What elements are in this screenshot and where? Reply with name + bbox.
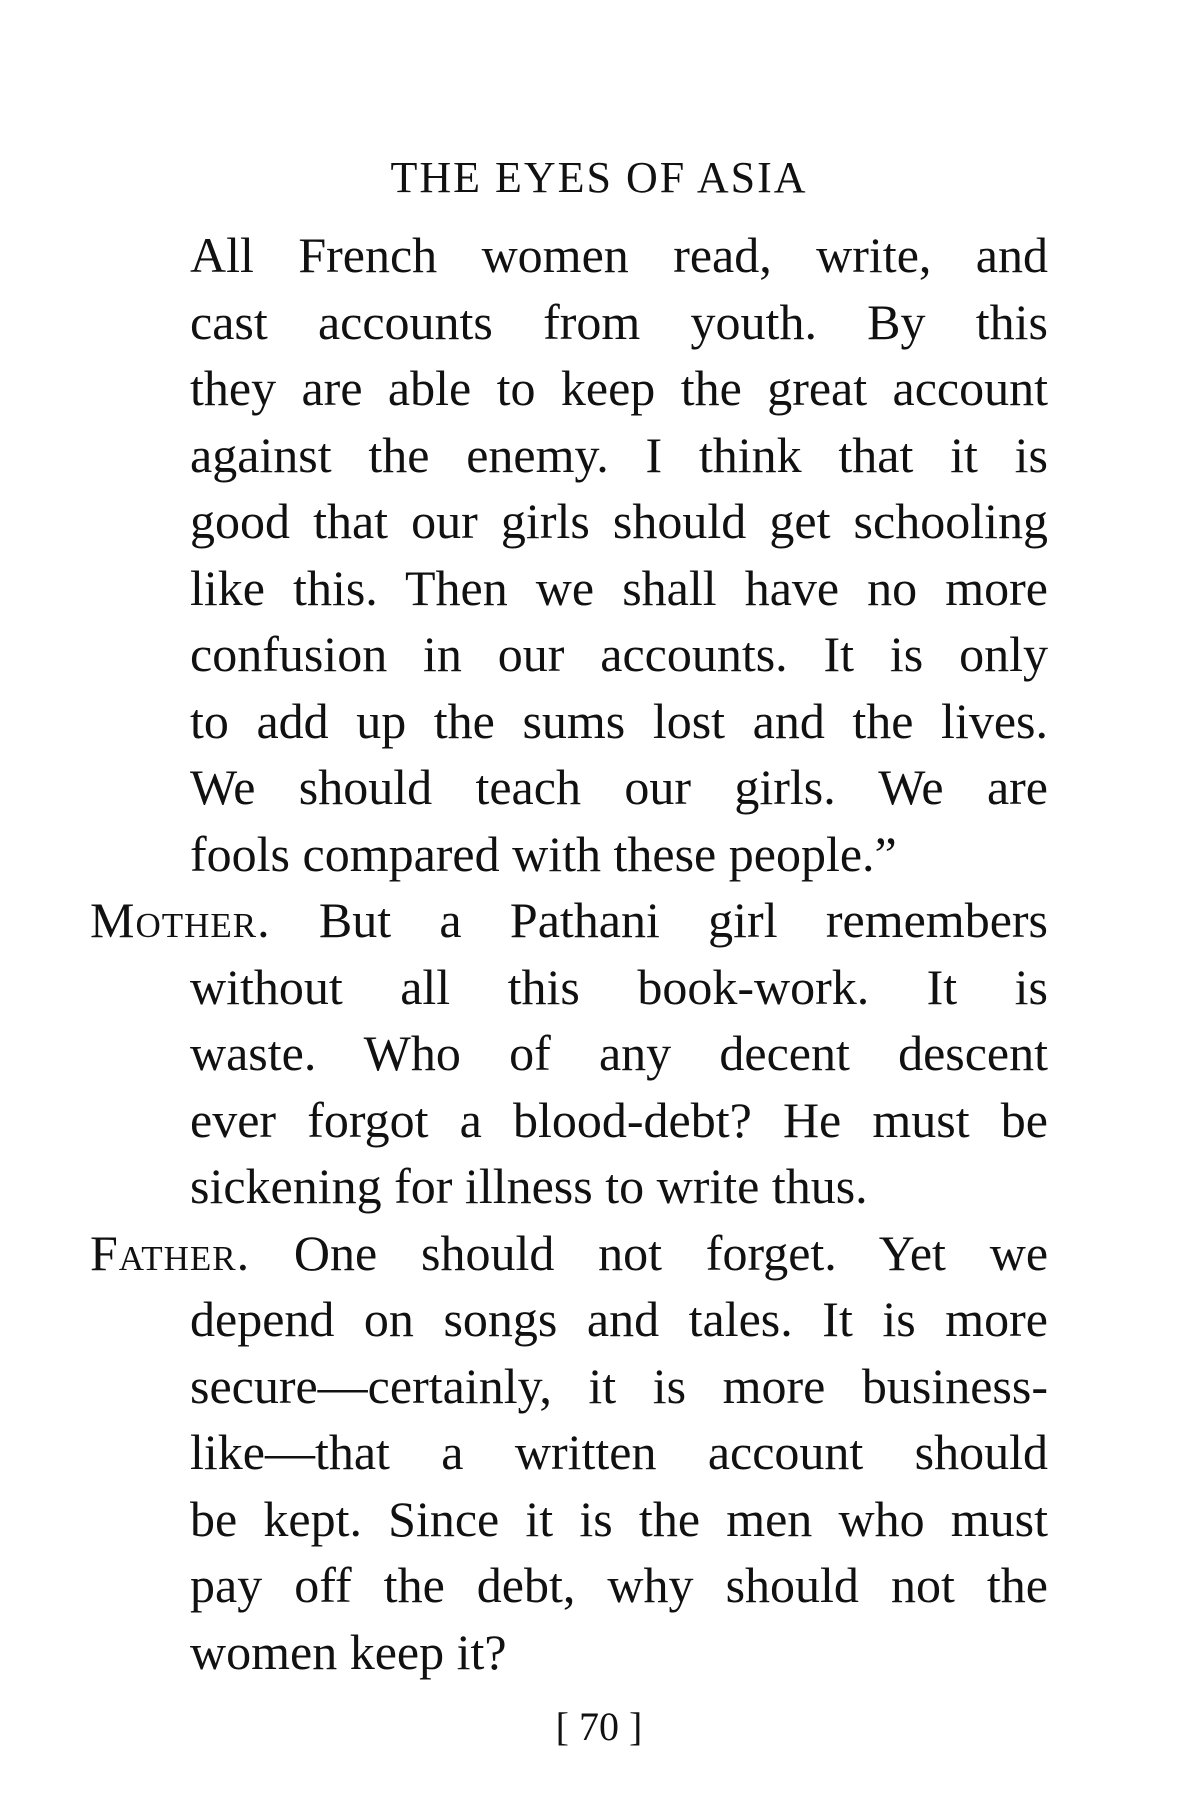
text-line: We should teach our girls. We are [190,759,1048,815]
text-line: confusion in our accounts. It is only [190,626,1048,682]
speaker-father: Father. [90,1224,251,1281]
father-speech-first-line [90,1220,1048,1287]
text-line: sickening for illness to write thus. [190,1158,868,1214]
text-line: cast accounts from youth. By this [190,293,1048,350]
text-line: All French women read, write, and [190,227,1048,283]
text-line: ever forgot a blood-debt? He must be [190,1091,1048,1148]
text-line: without all this book-work. It is [190,958,1048,1015]
text-line: like this. Then we shall have no more [190,559,1048,616]
text-line: women keep it? [190,1623,507,1680]
text-line: waste. Who of any decent descent [190,1025,1048,1081]
text-line: depend on songs and tales. It is more [190,1291,1048,1347]
text-line: good that our girls should get schooling [190,493,1048,549]
text-line: to add up the sums lost and the lives. [190,692,1048,749]
text-line: secure—certainly, it is more business- [190,1357,1048,1414]
mother-speech-first-line [90,887,1048,954]
text-line: against the enemy. I think that it is [190,426,1048,483]
text-line: they are able to keep the great account [190,360,1048,416]
speaker-mother: Mother. [90,892,271,948]
text-line: be kept. Since it is the men who must [190,1490,1048,1547]
mother-speech-text: But a Pathani girl remembers [318,892,1048,948]
text-line: like—that a written account should [190,1424,1048,1480]
text-line: pay off the debt, why should not the [190,1557,1048,1613]
dialogue-text [90,222,1048,1685]
running-head: THE EYES OF ASIA [390,153,808,202]
text-line: fools compared with these people.” [190,825,897,882]
father-speech-text: One should not forget. Yet we [293,1224,1049,1281]
page-number: [ 70 ] [555,1704,643,1749]
